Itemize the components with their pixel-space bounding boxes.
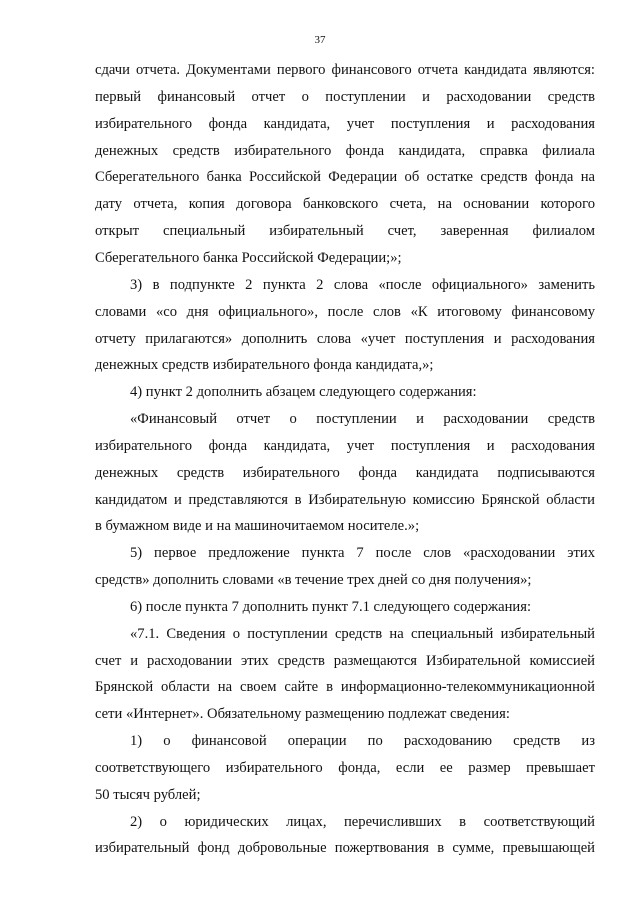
text-line: денежных средств избирательного фонда кандидата подписываются [95,465,595,481]
text-line: сети «Интернет». Обязательному размещению подлежат сведения: [95,706,510,722]
text-line: в бумажном виде и на машиночитаемом носителе.»; [95,518,420,534]
text-line: Сберегательного банка Российской Федерации об остатке средств фонда на [95,169,595,185]
text-line: соответствующего избирательного фонда, если ее размер превышает [95,760,595,776]
text-line: избирательный фонд добровольные пожертвования в сумме, превышающей [95,840,595,856]
paragraph-start-line: 1) о финансовой операции по расходованию средств из [130,733,595,749]
text-line: отчету прилагаются» дополнить слова «учет поступления и расходования [95,331,595,347]
paragraph-start-line: «Финансовый отчет о поступлении и расходовании средств [130,411,595,427]
text-line: денежных средств избирательного фонда кандидата,»; [95,357,434,373]
text-line: открыт специальный избирательный счет, заверенная филиалом [95,223,595,239]
text-line: средств» дополнить словами «в течение трех дней со дня получения»; [95,572,532,588]
text-line: денежных средств избирательного фонда кандидата, справка филиала [95,143,595,159]
text-line: избирательного фонда кандидата, учет поступления и расходования [95,116,595,132]
paragraph-start-line: 2) о юридических лицах, перечисливших в соответствующий [130,814,595,830]
paragraph-start-line: 4) пункт 2 дополнить абзацем следующего содержания: [130,384,477,400]
text-line: словами «со дня официального», после слов «К итоговому финансовому [95,304,595,320]
text-line: счет и расходовании этих средств размещаются Избирательной комиссией [95,653,595,669]
paragraph-start-line: 6) после пункта 7 дополнить пункт 7.1 следующего содержания: [130,599,532,615]
text-line: Брянской области на своем сайте в информационно-телекоммуникационной [95,679,595,695]
paragraph-start-line: 3) в подпункте 2 пункта 2 слова «после официального» заменить [130,277,595,293]
paragraph-start-line: 5) первое предложение пункта 7 после слов «расходовании этих [130,545,595,561]
text-line: первый финансовый отчет о поступлении и расходовании средств [95,89,595,105]
text-line: кандидатом и представляются в Избирательную комиссию Брянской области [95,492,595,508]
text-line: Сберегательного банка Российской Федерации;»; [95,250,402,266]
text-line: сдачи отчета. Документами первого финансового отчета кандидата являются: [95,62,595,78]
page-number: 37 [314,34,326,46]
text-line: 50 тысяч рублей; [95,787,201,803]
text-line: дату отчета, копия договора банковского счета, на основании которого [95,196,595,212]
paragraph-start-line: «7.1. Сведения о поступлении средств на специальный избирательный [130,626,595,642]
text-line: избирательного фонда кандидата, учет поступления и расходования [95,438,595,454]
